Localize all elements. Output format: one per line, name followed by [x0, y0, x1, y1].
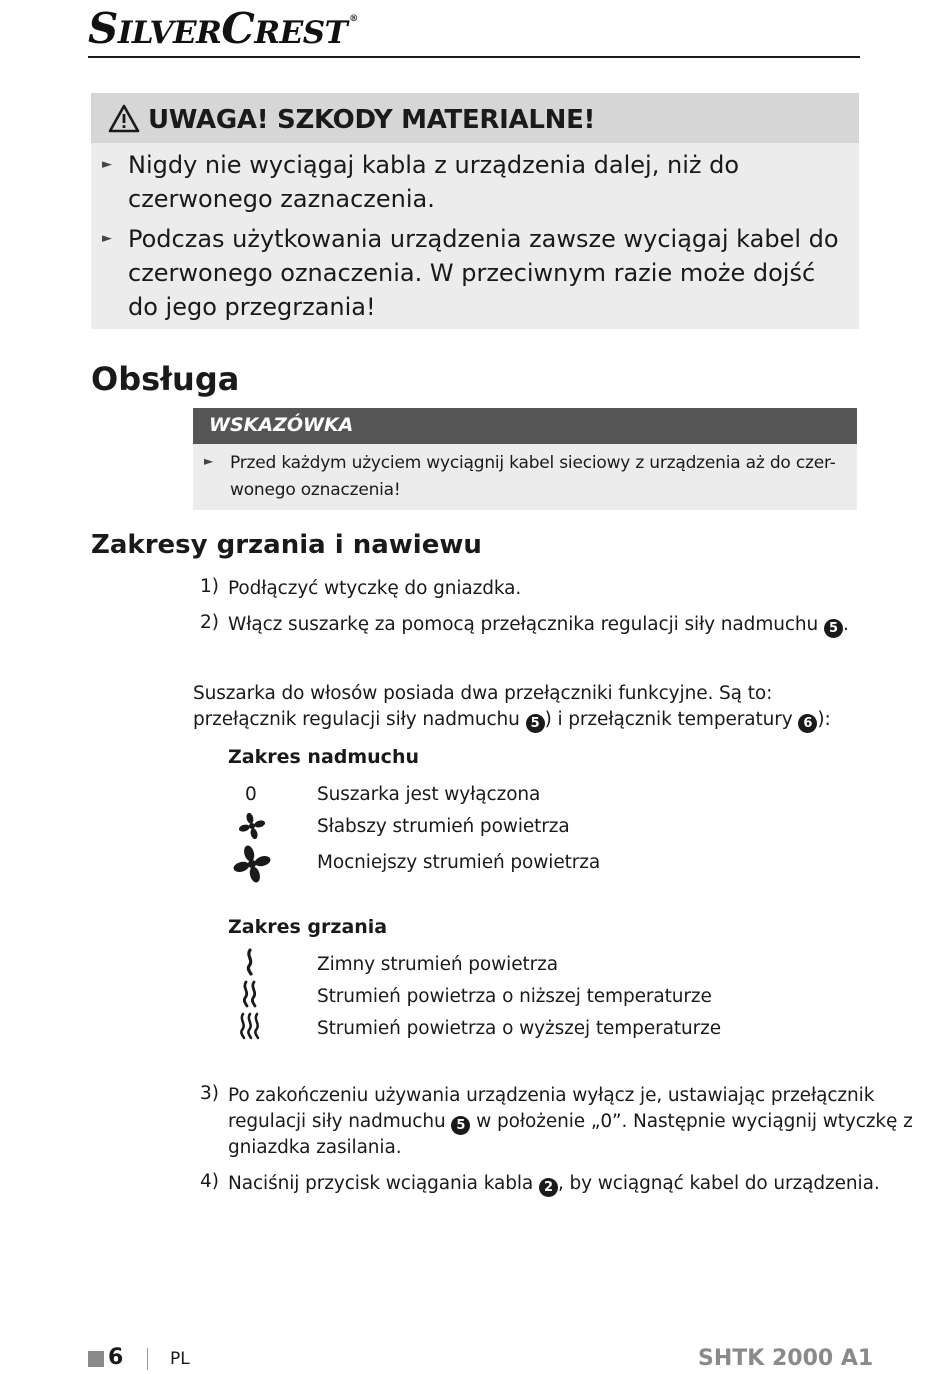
airflow-label: Słabszy strumień powietrza — [317, 816, 570, 837]
warning-triangle-icon — [108, 104, 140, 133]
airflow-label: Mocniejszy strumień powietrza — [317, 852, 601, 873]
bullet-arrow-icon: ► — [102, 157, 112, 172]
step-number: 2) — [200, 612, 219, 633]
airflow-label: Suszarka jest wyłączona — [317, 784, 541, 805]
heat-label: Zimny strumień powietrza — [317, 954, 558, 975]
warning-item: Nigdy nie wyciągaj kabla z urządzenia dalej, niż do czerwonego zaznaczenia. — [128, 151, 740, 213]
fan-large-icon — [232, 844, 272, 884]
section-title: Obsługa — [91, 360, 240, 398]
warning-title: UWAGA! SZKODY MATERIALNE! — [148, 105, 596, 135]
step-number: 3) — [200, 1083, 219, 1104]
step-text: Podłączyć wtyczkę do gniazdka. — [228, 578, 522, 599]
bullet-arrow-icon: ► — [204, 454, 214, 468]
note-title: WSKAZÓWKA — [209, 414, 354, 436]
heat-two-waves-icon — [238, 980, 264, 1008]
step-text: Naciśnij przycisk wciągania kabla 2 , by wciągnąć kabel do urządzenia. — [228, 1173, 880, 1195]
airflow-title: Zakres nadmuchu — [228, 746, 420, 768]
footer-square-icon — [88, 1351, 104, 1367]
step-number: 4) — [200, 1171, 219, 1192]
fan-small-icon — [238, 812, 266, 840]
intro-paragraph: Suszarka do włosów posiada dwa przełączniki funkcyjne. Są to: przełącznik regulacji siły nadmuchu 5 ) i przełącznik temperatury 6 ): — [193, 683, 831, 731]
step-number: 1) — [200, 576, 219, 597]
note-text: Przed każdym użyciem wyciągnij kabel sieciowy z urządzenia aż do czer-wonego oznaczenia! — [230, 453, 836, 500]
heat-label: Strumień powietrza o wyższej temperaturze — [317, 1018, 722, 1039]
step-text: Włącz suszarkę za pomocą przełącznika regulacji siły nadmuchu 5 . — [228, 614, 849, 636]
footer-model: SHTK 2000 A1 — [698, 1346, 874, 1371]
subsection-title: Zakresy grzania i nawiewu — [91, 530, 482, 560]
ref-5-icon: 5 — [451, 1116, 470, 1135]
ref-5-icon: 5 — [526, 714, 545, 733]
ref-5-icon: 5 — [824, 619, 843, 638]
ref-6-icon: 6 — [798, 714, 817, 733]
footer-language: PL — [170, 1349, 190, 1369]
bullet-arrow-icon: ► — [102, 231, 112, 246]
header-rule — [88, 56, 860, 58]
footer-divider — [147, 1348, 148, 1370]
heat-label: Strumień powietrza o niższej temperaturze — [317, 986, 712, 1007]
airflow-symbol-off: 0 — [245, 784, 257, 805]
ref-2-icon: 2 — [539, 1178, 558, 1197]
step-text: regulacji siły nadmuchu 5 w położenie „0”. Następnie wyciągnij wtyczkę z — [228, 1111, 913, 1133]
step-text: gniazdka zasilania. — [228, 1137, 402, 1158]
heat-one-wave-icon — [242, 948, 260, 976]
step-text: Po zakończeniu używania urządzenia wyłącz je, ustawiając przełącznik — [228, 1085, 875, 1106]
heat-three-waves-icon — [236, 1012, 266, 1040]
heat-title: Zakres grzania — [228, 916, 388, 938]
page-number: 6 — [108, 1345, 124, 1370]
warning-item: Podczas użytkowania urządzenia zawsze wyciągaj kabel do czerwonego oznaczenia. W przeciwnym razie może dojść do jego przegrzania! — [128, 225, 839, 321]
brand-logo: SILVERCREST ® — [88, 4, 358, 53]
